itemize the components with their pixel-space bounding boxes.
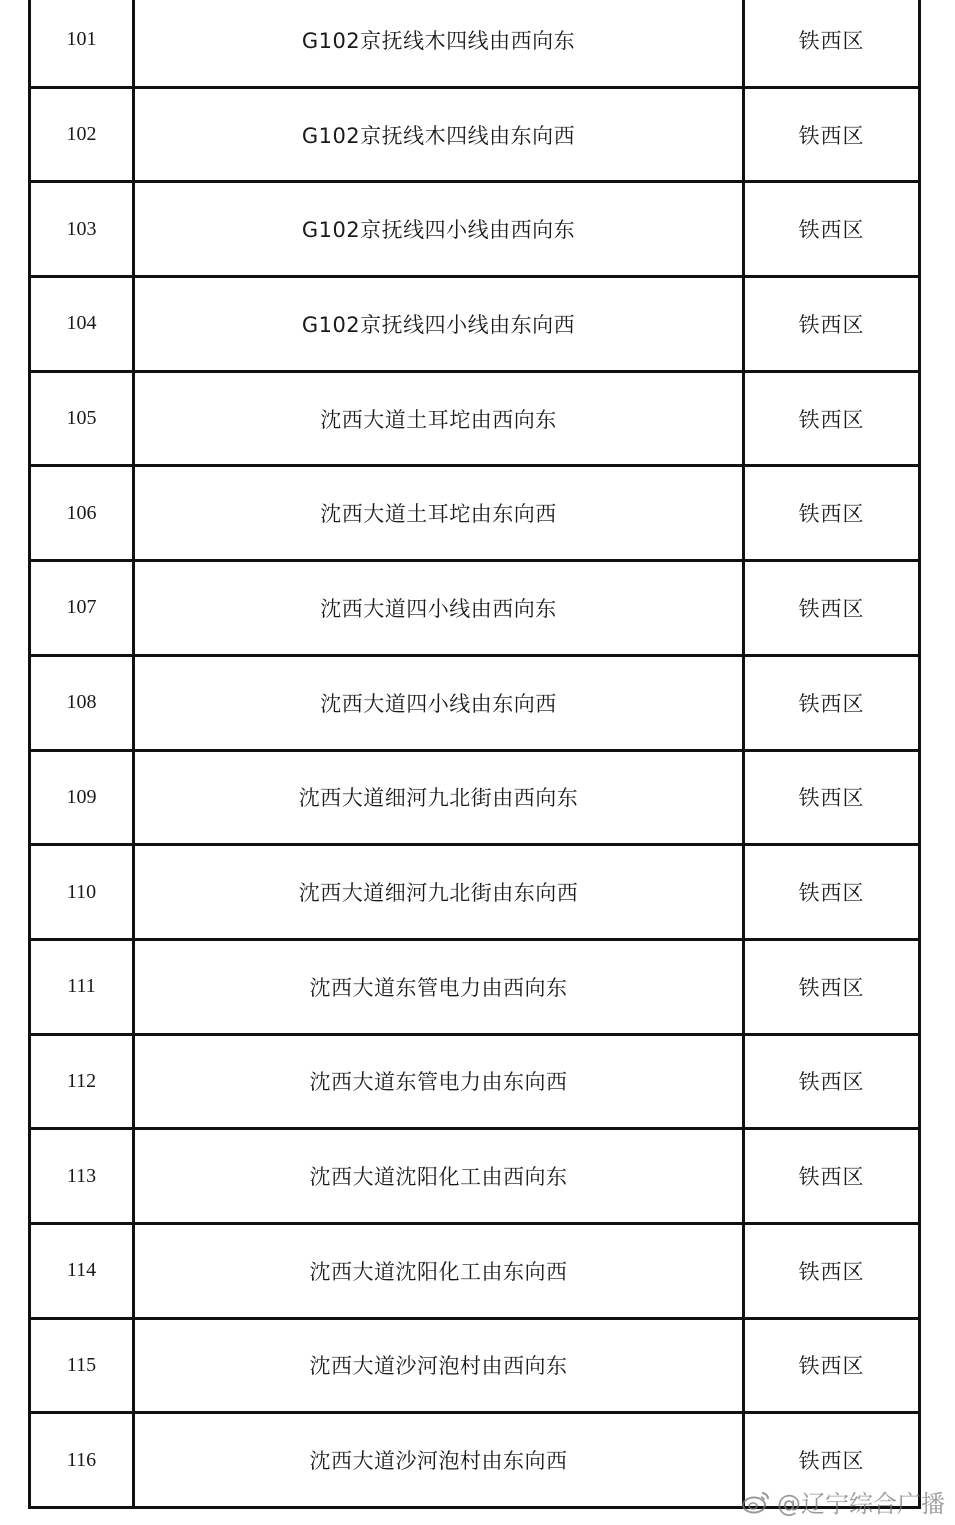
road-section: 沈西大道东管电力由西向东: [135, 941, 745, 1033]
table-row: [31, 89, 918, 184]
row-number: 115: [31, 1320, 135, 1412]
row-number: 110: [31, 846, 135, 938]
table-row: [31, 183, 918, 278]
table-row: [31, 1130, 918, 1225]
row-number: 112: [31, 1036, 135, 1128]
road-section: 沈西大道东管电力由东向西: [135, 1036, 745, 1128]
row-number: 109: [31, 752, 135, 844]
row-number: 108: [31, 657, 135, 749]
weibo-icon: [741, 1490, 771, 1514]
road-section: 沈西大道四小线由西向东: [135, 562, 745, 654]
road-section: G102京抚线木四线由东向西: [135, 89, 745, 181]
row-number: 103: [31, 183, 135, 275]
district: 铁西区: [798, 407, 865, 432]
table-row: [31, 1036, 918, 1131]
road-table: [28, 0, 921, 1509]
district: 铁西区: [798, 1449, 865, 1474]
table-row: [31, 467, 918, 562]
district: 铁西区: [798, 881, 865, 906]
road-section: 沈西大道四小线由东向西: [135, 657, 745, 749]
row-number: 102: [31, 89, 135, 181]
row-number: 113: [31, 1130, 135, 1222]
district: 铁西区: [798, 28, 865, 53]
road-section: 沈西大道土耳坨由西向东: [135, 373, 745, 465]
table-row: [31, 846, 918, 941]
table-row: [31, 373, 918, 468]
row-number: 116: [31, 1414, 135, 1506]
row-number: 106: [31, 467, 135, 559]
table-row: [31, 278, 918, 373]
table-row: [31, 657, 918, 752]
row-number: 107: [31, 562, 135, 654]
table-row: [31, 752, 918, 847]
row-number: 104: [31, 278, 135, 370]
source-watermark: [741, 1484, 945, 1519]
road-section: G102京抚线木四线由西向东: [135, 0, 745, 86]
district: 铁西区: [798, 1354, 865, 1379]
road-section: 沈西大道沙河泡村由东向西: [135, 1414, 745, 1506]
row-number: 114: [31, 1225, 135, 1317]
district: 铁西区: [798, 975, 865, 1000]
district: 铁西区: [798, 218, 865, 243]
road-section: 沈西大道沈阳化工由西向东: [135, 1130, 745, 1222]
row-number: 101: [31, 0, 135, 86]
road-section: 沈西大道细河九北街由西向东: [135, 752, 745, 844]
table-row: [31, 562, 918, 657]
row-number: 111: [31, 941, 135, 1033]
table-row: [31, 1225, 918, 1320]
road-section: 沈西大道沙河泡村由西向东: [135, 1320, 745, 1412]
table-row: [31, 0, 918, 89]
district: 铁西区: [798, 691, 865, 716]
district: 铁西区: [798, 1070, 865, 1095]
road-section: 沈西大道土耳坨由东向西: [135, 467, 745, 559]
district: 铁西区: [798, 1165, 865, 1190]
table-row: [31, 941, 918, 1036]
district: 铁西区: [798, 786, 865, 811]
district: 铁西区: [798, 312, 865, 337]
district: 铁西区: [798, 596, 865, 621]
road-section: 沈西大道细河九北街由东向西: [135, 846, 745, 938]
district: 铁西区: [798, 502, 865, 527]
road-section: G102京抚线四小线由东向西: [135, 278, 745, 370]
row-number: 105: [31, 373, 135, 465]
table-row: [31, 1320, 918, 1415]
watermark-text: @辽宁综合广播: [777, 1490, 945, 1518]
road-section: 沈西大道沈阳化工由东向西: [135, 1225, 745, 1317]
district: 铁西区: [798, 1259, 865, 1284]
district: 铁西区: [798, 123, 865, 148]
road-section: G102京抚线四小线由西向东: [135, 183, 745, 275]
